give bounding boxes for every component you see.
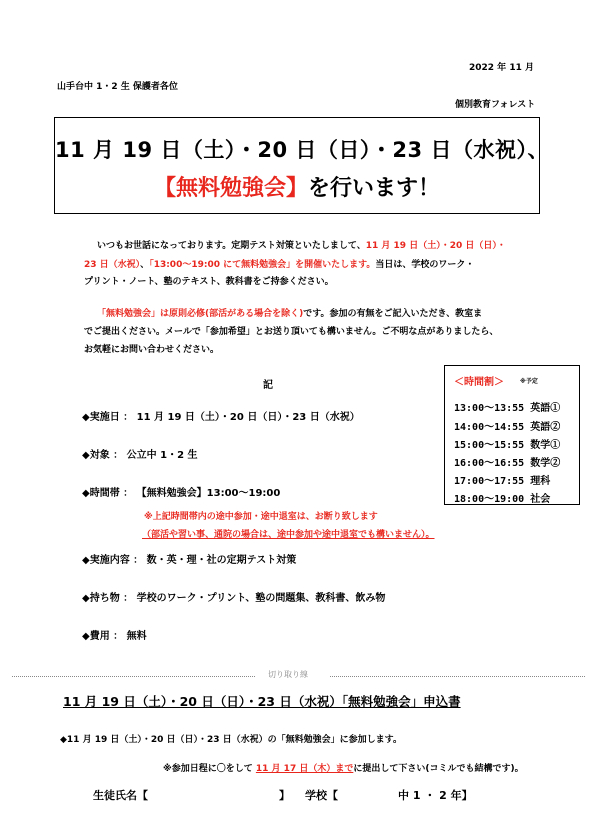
school-label: 学校【 xyxy=(305,789,338,802)
intro-line-4 xyxy=(97,306,482,319)
detail-content: ◆実施内容 ： 数・英・理・社の定期テスト対策 xyxy=(82,555,297,566)
cut-line-left xyxy=(12,676,255,677)
sender-name: 個別教育フォレスト xyxy=(455,100,536,110)
document-date: 2022 年 11 月 xyxy=(469,63,534,73)
ki-heading: 記 xyxy=(263,380,273,391)
instruction-text: に提出して下さい(コミルでも結構です)。 xyxy=(353,764,524,774)
intro-text: 当日は、学校のワーク・ xyxy=(375,260,475,270)
timetable-row: 13:00～13:55 英語① xyxy=(454,403,561,414)
deadline-red: 11 月 17 日（木）まで xyxy=(255,764,354,774)
note-line-2: （部活や習い事、通院の場合は、途中参加や途中退室でも構いません）。 xyxy=(142,530,435,540)
title-box xyxy=(54,117,549,214)
timetable-row: 14:00～14:55 英語② xyxy=(454,422,561,433)
grade-text: 中 1 ・ 2 年】 xyxy=(398,789,473,802)
intro-line-5: でご提出ください。メールで「参加希望」とお送り頂いても構いません。ご不明な点がありましたら、 xyxy=(84,327,499,337)
intro-comma: 、 xyxy=(140,260,150,270)
mandatory-notice-red: 「無料勉強会」は原則必修(部活がある場合を除く) xyxy=(97,309,304,319)
intro-line-2 xyxy=(84,257,474,270)
title-announcement xyxy=(55,171,539,202)
student-name-label: 生徒氏名【 xyxy=(93,789,148,802)
application-title: 11 月 19 日（土）・20 日（日）・23 日（水祝）「無料勉強会」申込書 xyxy=(63,694,461,709)
cut-line-label: 切り取り線 xyxy=(268,670,308,679)
timetable-row: 16:00～16:55 数学② xyxy=(454,458,561,469)
timetable-row: 17:00～17:55 理科 xyxy=(454,476,551,487)
timetable-box xyxy=(444,365,580,505)
detail-time: ◆時間帯 ： 【無料勉強会】13:00～19:00 xyxy=(82,488,281,499)
school-field[interactable] xyxy=(350,784,394,802)
student-name-field[interactable] xyxy=(157,784,275,802)
note-line-1: ※上記時間帯内の途中参加・途中退室は、お断り致します xyxy=(144,512,378,522)
student-name-close: 】 xyxy=(279,789,290,802)
timetable-row: 18:00～19:00 社会 xyxy=(454,494,551,505)
detail-fee: ◆費用 ： 無料 xyxy=(82,631,147,642)
cut-line-right xyxy=(330,676,585,677)
intro-text: です。参加の有無をご記入いただき、教室ま xyxy=(303,309,483,319)
timetable-tentative: ※予定 xyxy=(520,378,538,385)
application-instruction xyxy=(163,761,524,774)
detail-date: ◆実施日 ： 11 月 19 日（土）・20 日（日）・23 日（水祝） xyxy=(82,412,360,423)
timetable-row: 15:00～15:55 数学① xyxy=(454,440,561,451)
intro-line-6: お気軽にお問い合わせください。 xyxy=(84,345,220,355)
recipient-line: 山手台中 1・2 生 保護者各位 xyxy=(57,82,178,92)
intro-dates-red: 11 月 19 日（土）・20 日（日）・ xyxy=(365,241,506,251)
intro-date-red: 23 日（水祝） xyxy=(84,260,141,270)
title-dates: 11 月 19 日（土）・20 日（日）・23 日（水祝）、 xyxy=(55,138,549,162)
instruction-text: ※参加日程に〇をして xyxy=(163,764,256,774)
title-event-name: 【無料勉強会】 xyxy=(153,176,308,201)
title-suffix: を行います！ xyxy=(308,176,441,201)
intro-line-1 xyxy=(97,238,506,251)
intro-line-3: プリント・ノート、塾のテキスト、教科書をご持参ください。 xyxy=(84,277,334,287)
timetable-title: ＜時間割＞ xyxy=(454,377,504,388)
intro-session-red: 「13:00～19:00 にて無料勉強会」を開催いたします。 xyxy=(149,260,376,270)
application-statement: ◆11 月 19 日（土）・20 日（日）・23 日（水祝）の「無料勉強会」に参加します。 xyxy=(60,735,402,745)
detail-target: ◆対象 ： 公立中 1・2 生 xyxy=(82,450,198,461)
detail-items: ◆持ち物 ： 学校のワーク・プリント、塾の問題集、教科書、飲み物 xyxy=(82,593,386,604)
intro-text: いつもお世話になっております。定期テスト対策といたしまして、 xyxy=(97,241,366,251)
